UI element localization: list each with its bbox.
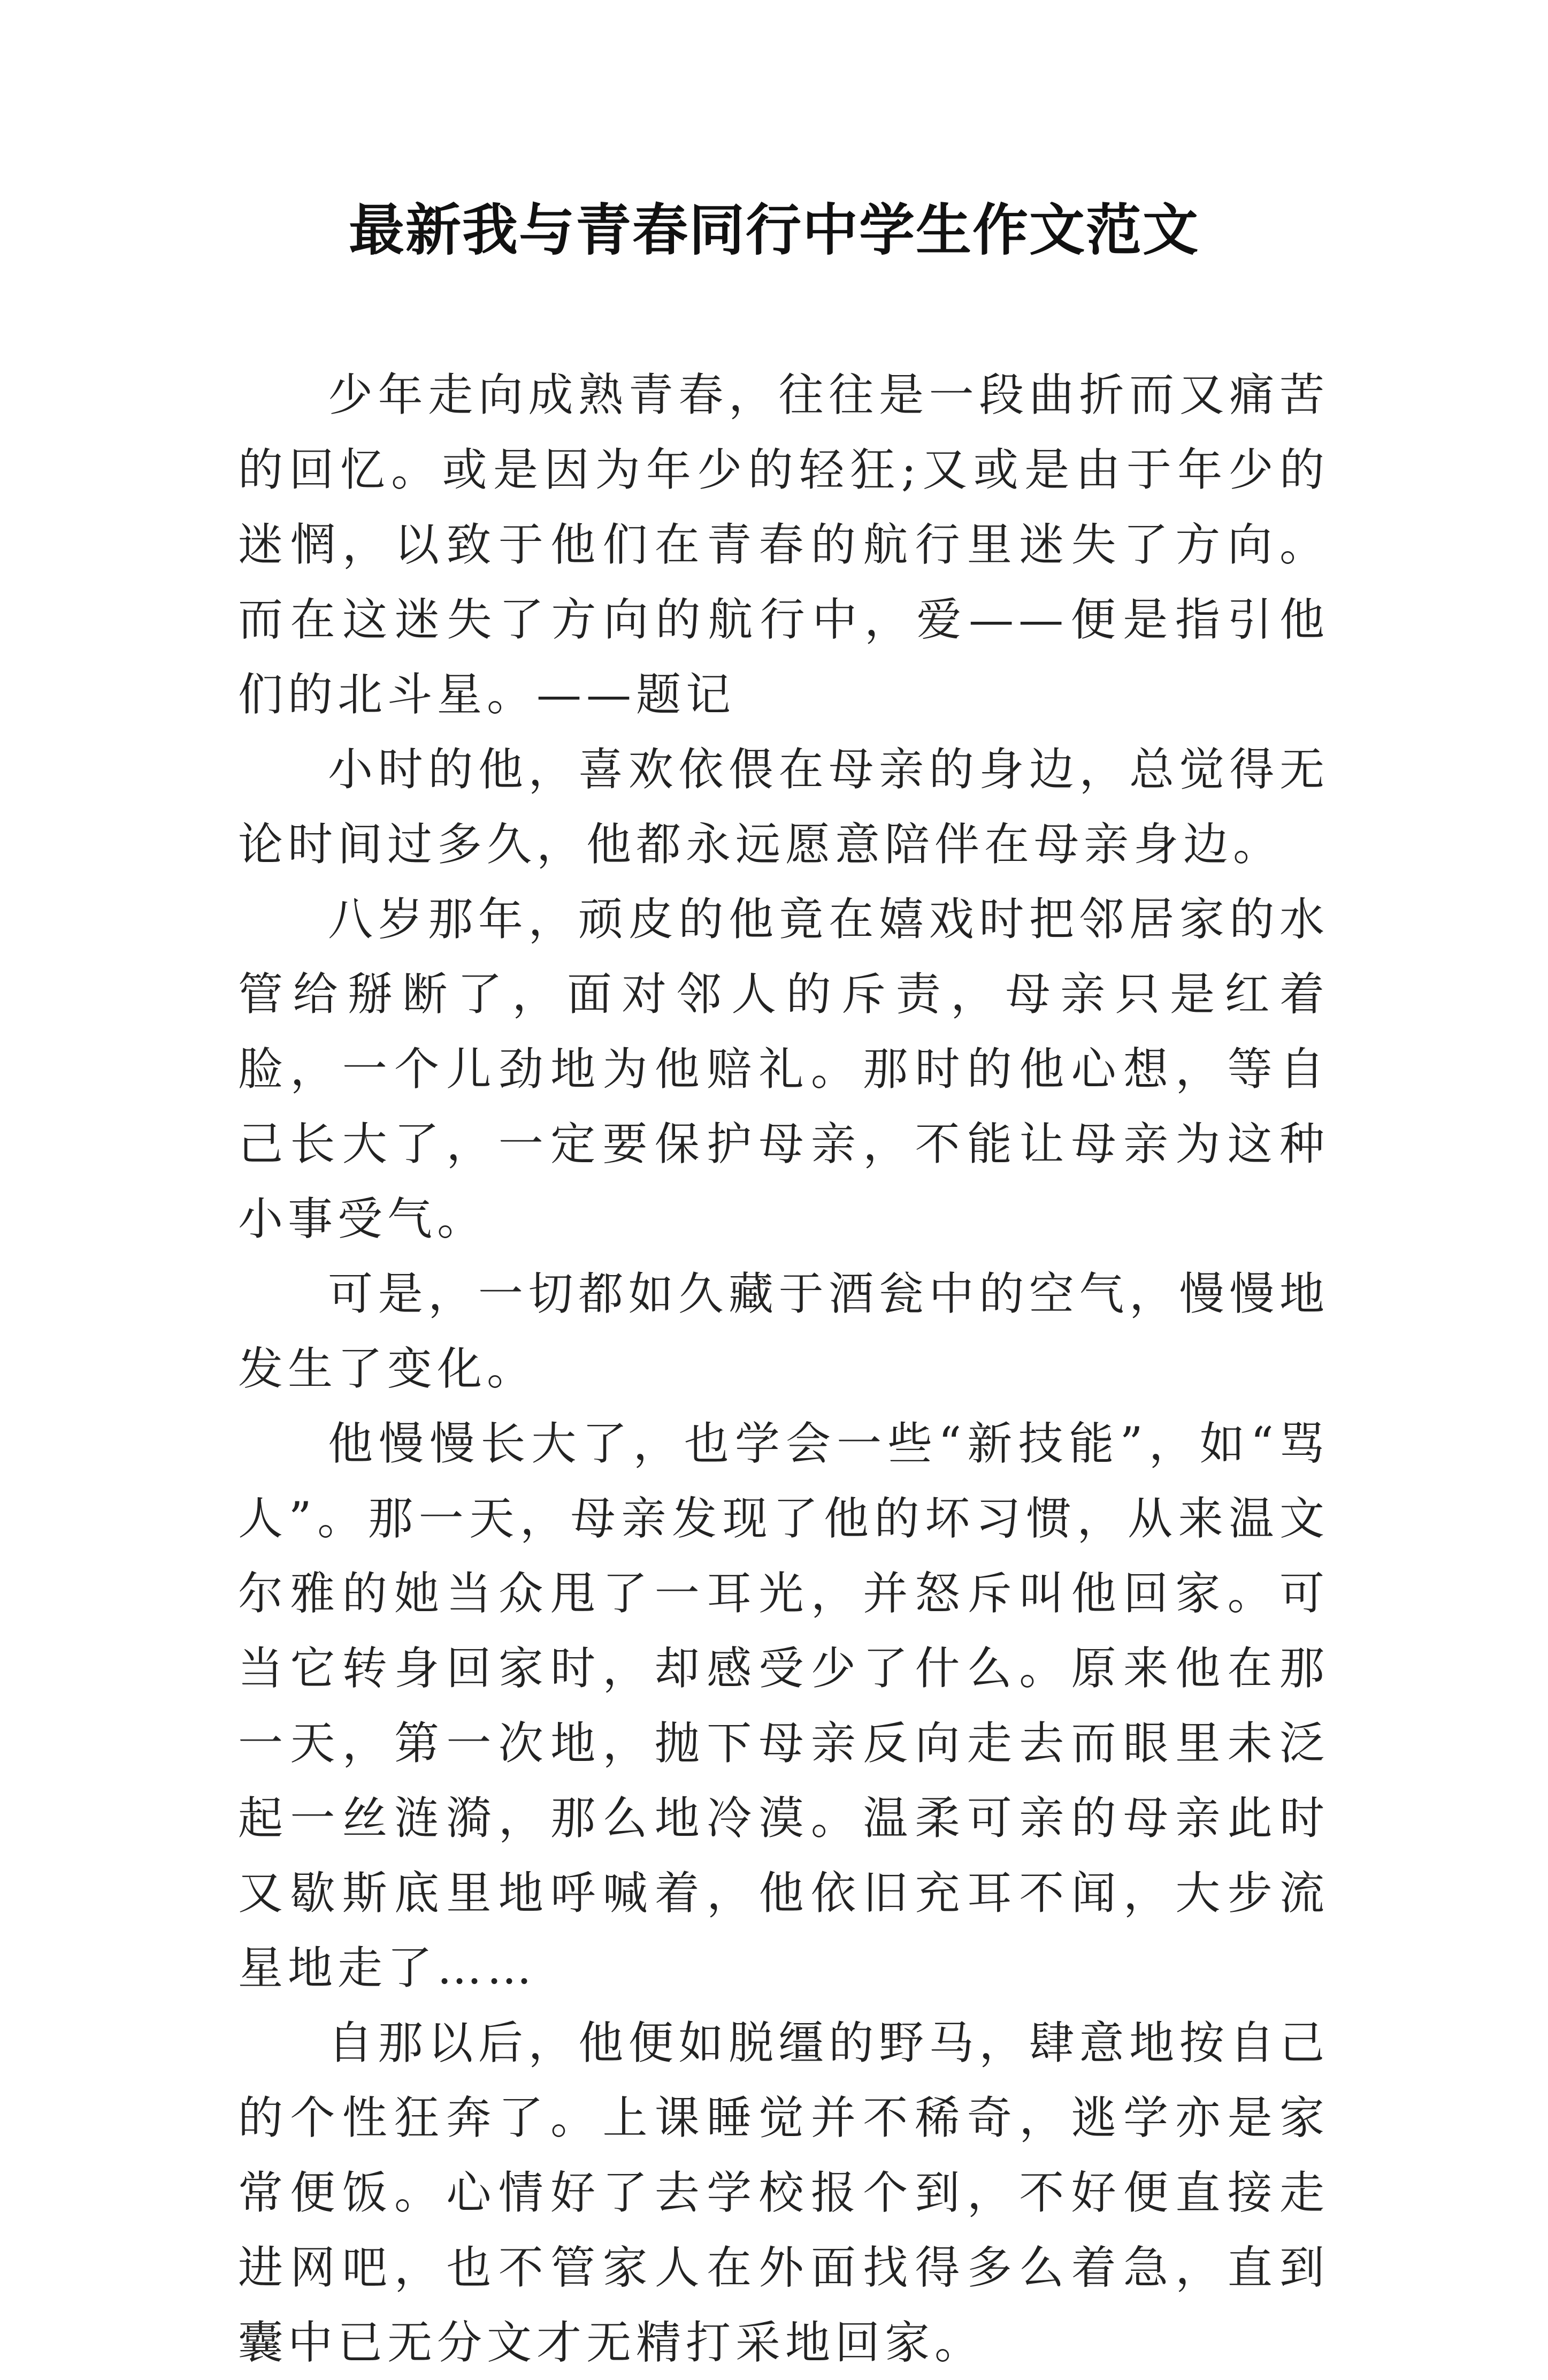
paragraph: 可是，一切都如久藏于酒瓮中的空气，慢慢地发生了变化。: [238, 1268, 1329, 1395]
paragraph: 小时的他，喜欢依偎在母亲的身边，总觉得无论时间过多久，他都永远愿意陪伴在母亲身边。: [238, 743, 1329, 871]
document-body: [238, 357, 1329, 2380]
paragraph: 他慢慢长大了，也学会一些“新技能”，如“骂人”。那一天，母亲发现了他的坏习惯，从来温文尔雅的她当众甩了一耳光，并怒斥叫他回家。可当它转身回家时，却感受少了什么。原来他在那一天，第一次地，抛下母亲反向走去而眼里未泛起一丝涟漪，那么地冷漠。温柔可亲的母亲此时又歇斯底里地呼喊着，他依旧充耳不闻，大步流星地走了……: [238, 1417, 1329, 1994]
paragraph: 八岁那年，顽皮的他竟在嬉戏时把邻居家的水管给掰断了，面对邻人的斥责，母亲只是红着脸，一个儿劲地为他赔礼。那时的他心想，等自己长大了，一定要保护母亲，不能让母亲为这种小事受气。: [238, 893, 1329, 1245]
paragraph: 自那以后，他便如脱缰的野马，肆意地按自己的个性狂奔了。上课睡觉并不稀奇，逃学亦是家常便饭。心情好了去学校报个到，不好便直接走进网吧，也不管家人在外面找得多么着急，直到囊中已无分文才无精打采地回家。: [238, 2017, 1329, 2369]
document-title: 最新我与青春同行中学生作文范文: [348, 197, 1199, 263]
paragraph-intro: 少年走向成熟青春，往往是一段曲折而又痛苦的回忆。或是因为年少的轻狂;又或是由于年少的迷惘，以致于他们在青春的航行里迷失了方向。而在这迷失了方向的航行中，爱——便是指引他们的北斗星。——题记: [238, 369, 1329, 721]
